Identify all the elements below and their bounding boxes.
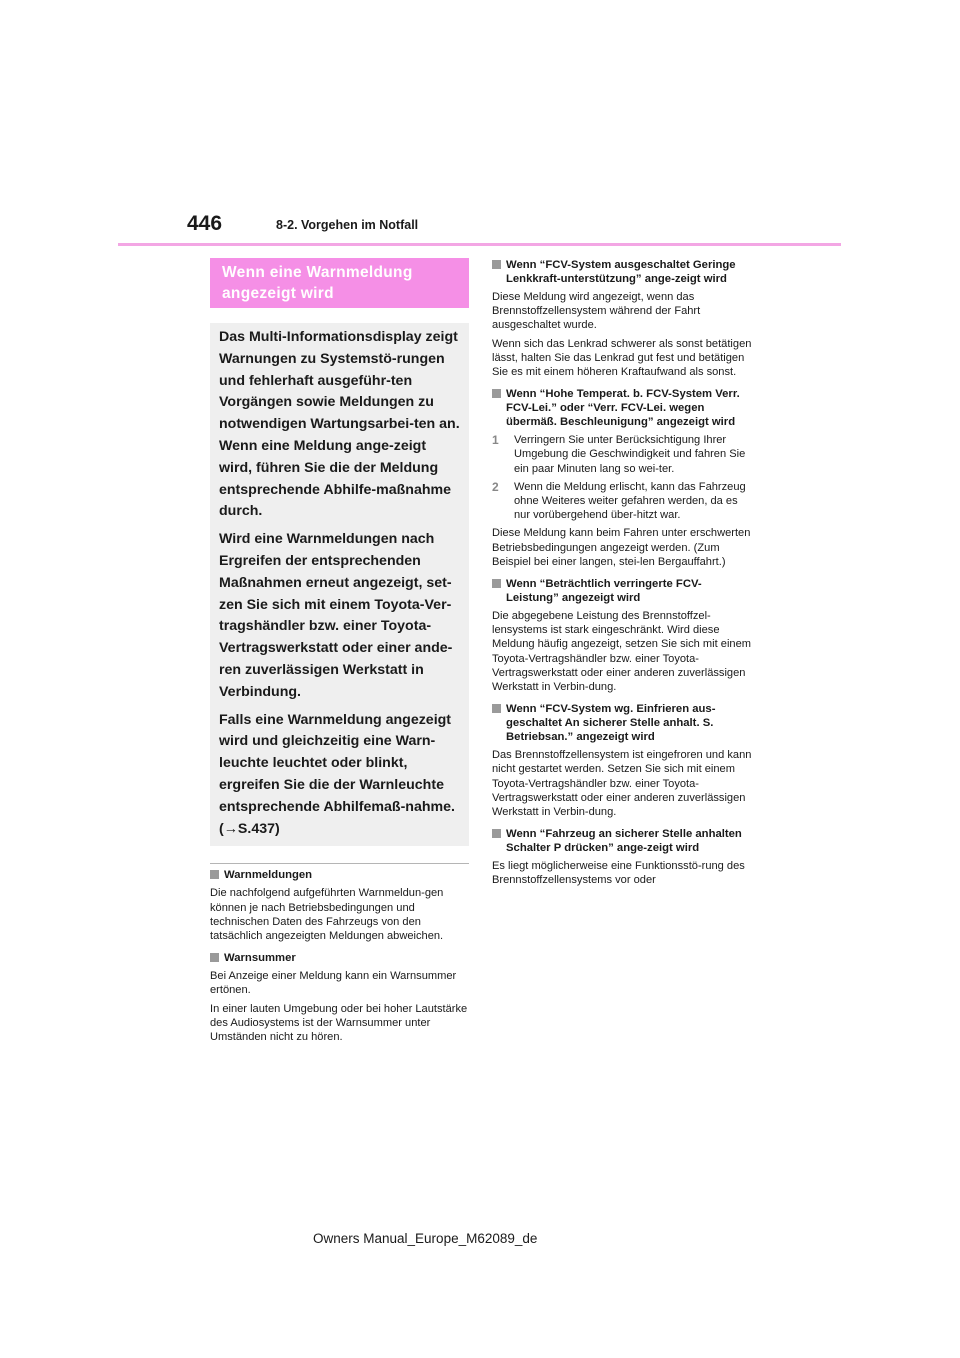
note-heading-text: Warnsummer	[224, 952, 296, 965]
header-rule	[118, 243, 841, 246]
note-heading-text: Warnmeldungen	[224, 869, 313, 882]
message-paragraph: Das Brennstoffzellensystem ist eingefroren und kann nicht gestartet werden. Setzen Sie sich mit einem Toyota-Vertragshändler bzw. einer Toyota-Vertragswerkstatt oder einer anderen zuverlässigen Werkstatt in Verbin-dung.	[492, 749, 752, 819]
message-heading	[492, 258, 752, 286]
square-bullet-icon	[492, 704, 501, 713]
intro-paragraph-1: Das Multi-Informationsdisplay zeigt Warnungen zu Systemstö-rungen und fehlerhaft ausgeführ-ten Vorgängen sowie Meldungen zu notwendigen Wartungsarbei-ten an. Wenn eine Meldung ange-zeigt wird, führen Sie die der Meldung entsprechende Abhilfe-maßnahme durch.	[219, 329, 460, 520]
page-number: 446	[187, 212, 223, 235]
section-title: Wenn eine Warnmeldung angezeigt wird	[222, 264, 413, 302]
notes-divider	[210, 863, 469, 864]
note-warnsummer	[210, 951, 469, 1044]
square-bullet-icon	[210, 953, 219, 962]
step-text: Wenn die Meldung erlischt, kann das Fahrzeug ohne Weiteres weiter gefahren werden, da es nur vorübergehend über-hitzt war.	[514, 480, 746, 522]
note-heading	[210, 868, 469, 882]
step-1	[492, 433, 752, 476]
step-2	[492, 480, 752, 523]
intro-box	[210, 323, 469, 846]
message-paragraph: Es liegt möglicherweise eine Funktionsstö-rung des Brennstoffzellensystems vor oder	[492, 860, 745, 887]
message-heading-text: Wenn “Fahrzeug an sicherer Stelle anhalten Schalter P drücken” ange-zeigt wird	[506, 828, 742, 855]
step-text: Verringern Sie unter Berücksichtigung Ihrer Umgebung die Geschwindigkeit und fahren Sie ein paar Minuten lang so wei-ter.	[514, 434, 746, 475]
step-number: 2	[492, 479, 499, 494]
note-paragraph: Bei Anzeige einer Meldung kann ein Warnsummer ertönen.	[210, 970, 457, 997]
message-heading-text: Wenn “FCV-System wg. Einfrieren aus-geschaltet An sicherer Stelle anhalt. S. Betriebsan.” angezeigt wird	[506, 703, 716, 744]
message-heading-text: Wenn “Hohe Temperat. b. FCV-System Verr. FCV-Lei.” oder “Verr. FCV-Lei. wegen übermäß. Beschleunigung” angezeigt wird	[506, 388, 740, 429]
message-heading	[492, 702, 752, 744]
message-paragraph: Diese Meldung wird angezeigt, wenn das Brennstoffzellensystem während der Fahrt ausgeschaltet wurde.	[492, 291, 701, 332]
message-block-3	[492, 577, 752, 694]
message-block-2	[492, 387, 752, 569]
message-heading-text: Wenn “Beträchtlich verringerte FCV-Leistung” angezeigt wird	[506, 578, 702, 605]
message-paragraph: Wenn sich das Lenkrad schwerer als sonst betätigen lässt, halten Sie das Lenkrad gut fest und betätigen Sie es mit einem höheren Kraftaufwand als sonst.	[492, 337, 752, 379]
step-number: 1	[492, 433, 499, 448]
message-block-4	[492, 702, 752, 819]
message-heading-text: Wenn “FCV-System ausgeschaltet Geringe Lenkkraft-unterstützung” ange-zeigt wird	[506, 259, 736, 285]
message-heading	[492, 387, 752, 429]
note-paragraph: In einer lauten Umgebung oder bei hoher Lautstärke des Audiosystems ist der Warnsummer unter Umständen nicht zu hören.	[210, 1002, 468, 1043]
right-column	[492, 258, 752, 896]
intro-paragraph-3: Falls eine Warnmeldung angezeigt wird und gleichzeitig eine Warn-leuchte leuchtet oder blinkt, ergreifen Sie die der Warnleuchte entsprechende Abhilfemaß-nahme. (→S.437)	[219, 711, 455, 837]
footer-text: Owners Manual_Europe_M62089_de	[313, 1231, 538, 1246]
note-heading	[210, 951, 469, 965]
square-bullet-icon	[492, 829, 501, 838]
chapter-title: 8-2. Vorgehen im Notfall	[276, 218, 419, 232]
message-block-5	[492, 827, 752, 887]
note-warnmeldungen	[210, 868, 469, 943]
message-heading	[492, 827, 752, 855]
message-block-1	[492, 258, 752, 379]
square-bullet-icon	[492, 579, 501, 588]
square-bullet-icon	[210, 870, 219, 879]
note-paragraph: Die nachfolgend aufgeführten Warnmeldun-gen können je nach Betriebsbedingungen und technischen Daten des Fahrzeugs von den tatsächlich angezeigten Meldungen abweichen.	[210, 887, 444, 942]
message-heading	[492, 577, 752, 605]
square-bullet-icon	[492, 389, 501, 398]
section-title-box	[210, 258, 469, 308]
message-paragraph: Diese Meldung kann beim Fahren unter erschwerten Betriebsbedingungen angezeigt werden. (Zum Beispiel bei einer langen, stei-len Bergauffahrt.)	[492, 527, 751, 568]
intro-paragraph-2: Wird eine Warnmeldungen nach Ergreifen der entsprechenden Maßnahmen erneut angezeigt, set-zen Sie sich mit einem Toyota-Ver-tragshändler bzw. einer Toyota-Vertragswerkstatt oder einer ande-ren zuverlässigen Werkstatt in Verbindung.	[219, 531, 453, 700]
message-paragraph: Die abgegebene Leistung des Brennstoffzel-lensystems ist stark eingeschränkt. Wird diese Meldung häufig angezeigt, setzen Sie sich mit einem Toyota-Vertragshändler bzw. einer Toyota-Vertragswerkstatt oder einer anderen zuverlässigen Werkstatt in Verbin-dung.	[492, 610, 752, 694]
square-bullet-icon	[492, 260, 501, 269]
left-column	[210, 258, 469, 1052]
